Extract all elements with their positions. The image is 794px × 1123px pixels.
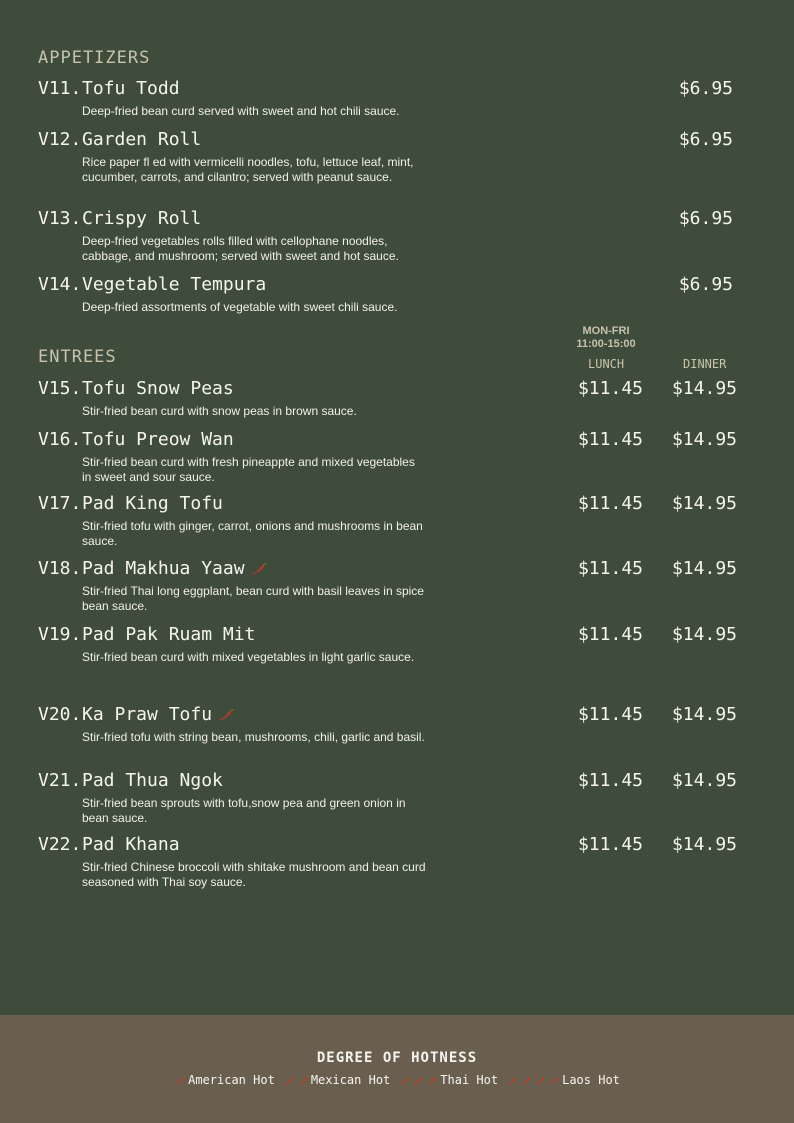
lunch-price: $11.45 <box>577 704 643 725</box>
item-code: V18. <box>38 558 82 579</box>
item-description: Deep-fried vegetables rolls filled with cellophane noodles, cabbage, and mushroom; served with sweet and hot sauce. <box>82 234 399 263</box>
item-name <box>82 770 223 791</box>
lunch-price: $11.45 <box>577 770 643 791</box>
chili-icon <box>297 1075 309 1086</box>
lunch-price: $11.45 <box>577 429 643 450</box>
item-code: V16. <box>38 429 82 450</box>
item-name-text: Pad Makhua Yaaw <box>82 558 245 579</box>
chili-icon <box>548 1075 560 1086</box>
item-name-text: Tofu Snow Peas <box>82 378 234 399</box>
item-name-text: Pad Khana <box>82 834 180 855</box>
item-name-text: Ka Praw Tofu <box>82 704 213 725</box>
lunch-column-header: LUNCH <box>588 357 625 371</box>
chili-icon <box>398 1075 410 1086</box>
item-description: Deep-fried bean curd served with sweet and hot chili sauce. <box>82 104 400 118</box>
lunch-time: 11:00-15:00 <box>576 338 636 350</box>
item-code: V11. <box>38 78 82 99</box>
entrees-heading: ENTREES <box>38 347 117 367</box>
item-code: V12. <box>38 129 82 150</box>
lunch-price: $11.45 <box>577 378 643 399</box>
item-description: Stir-fried tofu with string bean, mushrooms, chili, garlic and basil. <box>82 730 425 744</box>
item-code: V17. <box>38 493 82 514</box>
chili-icon <box>412 1075 424 1086</box>
dinner-price: $14.95 <box>671 770 737 791</box>
item-code: V13. <box>38 208 82 229</box>
item-name-text: Pad Pak Ruam Mit <box>82 624 256 645</box>
dinner-price: $14.95 <box>671 378 737 399</box>
hotness-level <box>398 1073 498 1087</box>
lunch-price: $11.45 <box>577 834 643 855</box>
item-code: V22. <box>38 834 82 855</box>
item-name: Tofu Todd <box>82 78 180 99</box>
item-name: Garden Roll <box>82 129 202 150</box>
hotness-label: Mexican Hot <box>310 1073 391 1087</box>
item-name <box>82 378 234 399</box>
item-name <box>82 624 255 645</box>
item-price: $6.95 <box>678 129 733 150</box>
lunch-price: $11.45 <box>577 493 643 514</box>
hotness-legend <box>0 1073 794 1087</box>
lunch-hours <box>560 325 652 351</box>
item-name: Vegetable Tempura <box>82 274 267 295</box>
chili-icon <box>251 562 267 576</box>
item-description: Deep-fried assortments of vegetable with sweet chili sauce. <box>82 300 398 314</box>
item-code: V19. <box>38 624 82 645</box>
item-description: Rice paper fl ed with vermicelli noodles, tofu, lettuce leaf, mint, cucumber, carrots, and cilantro; served with peanut sauce. <box>82 155 414 184</box>
dinner-price: $14.95 <box>671 429 737 450</box>
appetizers-heading: APPETIZERS <box>38 48 151 68</box>
item-description: Stir-fried bean curd with snow peas in brown sauce. <box>82 404 357 418</box>
item-name <box>82 558 267 579</box>
hotness-level <box>506 1073 620 1087</box>
chili-icon <box>283 1075 295 1086</box>
dinner-price: $14.95 <box>671 493 737 514</box>
hotness-label: American Hot <box>188 1073 275 1087</box>
item-description: Stir-fried tofu with ginger, carrot, onions and mushrooms in bean sauce. <box>82 519 423 548</box>
item-price: $6.95 <box>678 208 733 229</box>
hotness-title: DEGREE OF HOTNESS <box>316 1050 478 1066</box>
item-name <box>82 704 234 725</box>
chili-icon <box>520 1075 532 1086</box>
item-description: Stir-fried bean curd with mixed vegetables in light garlic sauce. <box>82 650 415 664</box>
lunch-price: $11.45 <box>577 558 643 579</box>
dinner-column-header: DINNER <box>683 357 727 371</box>
chili-icon <box>506 1075 518 1086</box>
dinner-price: $14.95 <box>671 624 737 645</box>
item-price: $6.95 <box>678 274 733 295</box>
item-name-text: Pad King Tofu <box>82 493 223 514</box>
item-name <box>82 834 180 855</box>
item-code: V15. <box>38 378 82 399</box>
chili-icon <box>218 708 234 722</box>
lunch-days: MON-FRI <box>582 325 630 337</box>
dinner-price: $14.95 <box>671 834 737 855</box>
dinner-price: $14.95 <box>671 558 737 579</box>
hotness-footer <box>0 1015 794 1123</box>
hotness-label: Thai Hot <box>440 1073 499 1087</box>
item-name <box>82 429 234 450</box>
chili-icon <box>534 1075 546 1086</box>
item-description: Stir-fried bean sprouts with tofu,snow pea and green onion in bean sauce. <box>82 796 406 825</box>
hotness-level <box>283 1073 390 1087</box>
item-name: Crispy Roll <box>82 208 202 229</box>
item-code: V21. <box>38 770 82 791</box>
dinner-price: $14.95 <box>671 704 737 725</box>
lunch-price: $11.45 <box>577 624 643 645</box>
chili-icon <box>426 1075 438 1086</box>
item-code: V20. <box>38 704 82 725</box>
item-price: $6.95 <box>678 78 733 99</box>
item-description: Stir-fried Thai long eggplant, bean curd with basil leaves in spice bean sauce. <box>82 584 424 613</box>
hotness-level <box>174 1073 275 1087</box>
item-name-text: Tofu Preow Wan <box>82 429 234 450</box>
chili-icon <box>174 1075 186 1086</box>
item-code: V14. <box>38 274 82 295</box>
item-description: Stir-fried Chinese broccoli with shitake mushroom and bean curd seasoned with Thai soy sauce. <box>82 860 426 889</box>
hotness-label: Laos Hot <box>562 1073 620 1087</box>
item-description: Stir-fried bean curd with fresh pineappte and mixed vegetables in sweet and sour sauce. <box>82 455 415 484</box>
item-name-text: Pad Thua Ngok <box>82 770 223 791</box>
item-name <box>82 493 223 514</box>
